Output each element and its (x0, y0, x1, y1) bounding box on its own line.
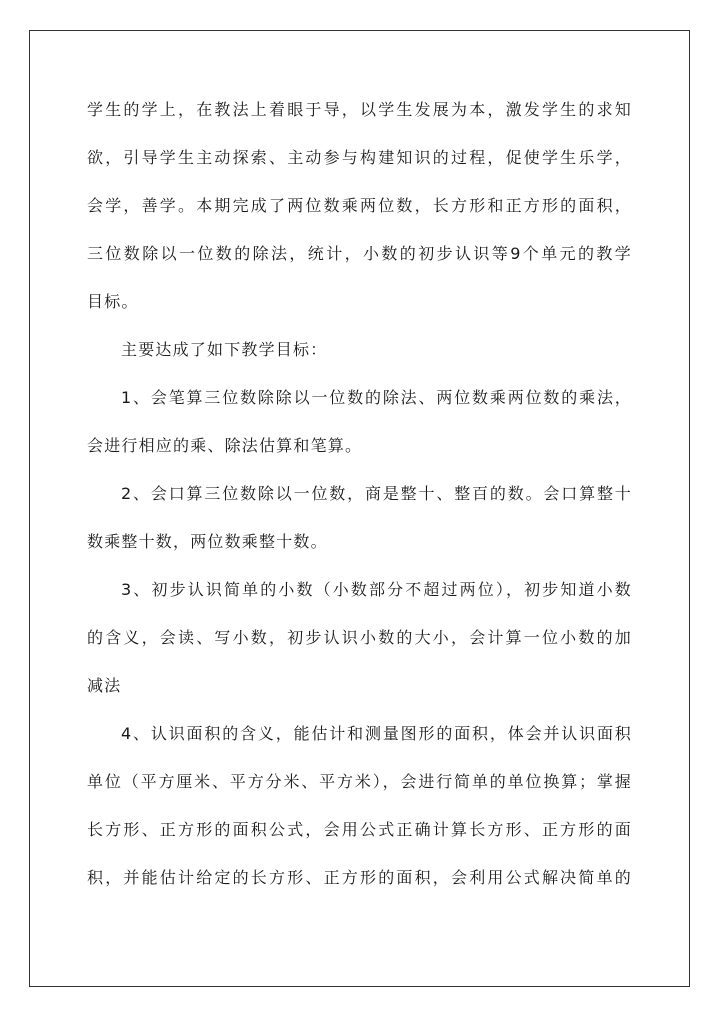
paragraph-heading: 主要达成了如下教学目标： (121, 340, 328, 359)
paragraph-line: 学生的学上，在教法上着眼于导，以学生发展为本，激发学生的求知 (87, 100, 632, 119)
list-item-4-line: 长方形、正方形的面积公式，会用公式正确计算长方形、正方形的面 (87, 820, 632, 839)
paragraph-line: 会学，善学。本期完成了两位数乘两位数，长方形和正方形的面积， (87, 196, 632, 215)
list-item-4-line: 4、认识面积的含义，能估计和测量图形的面积，体会并认识面积 (121, 724, 632, 743)
list-item-1-line: 1、会笔算三位数除除以一位数的除法、两位数乘两位数的乘法， (121, 388, 632, 407)
paragraph-line: 三位数除以一位数的除法，统计，小数的初步认识等9个单元的教学 (87, 244, 632, 263)
list-item-3-line: 3、初步认识简单的小数（小数部分不超过两位），初步知道小数 (121, 580, 632, 599)
list-item-3-line: 减法 (87, 676, 122, 695)
list-item-4-line: 积，并能估计给定的长方形、正方形的面积，会利用公式解决简单的 (87, 868, 632, 887)
list-item-2-line: 数乘整十数，两位数乘整十数。 (87, 532, 328, 551)
paragraph-line: 目标。 (87, 292, 139, 311)
list-item-4-line: 单位（平方厘米、平方分米、平方米），会进行简单的单位换算；掌握 (87, 772, 632, 791)
list-item-1-line: 会进行相应的乘、除法估算和笔算。 (87, 436, 363, 455)
list-item-2-line: 2、会口算三位数除以一位数，商是整十、整百的数。会口算整十 (121, 484, 632, 503)
list-item-3-line: 的含义，会读、写小数，初步认识小数的大小，会计算一位小数的加 (87, 628, 632, 647)
paragraph-line: 欲，引导学生主动探索、主动参与构建知识的过程，促使学生乐学， (87, 148, 632, 167)
